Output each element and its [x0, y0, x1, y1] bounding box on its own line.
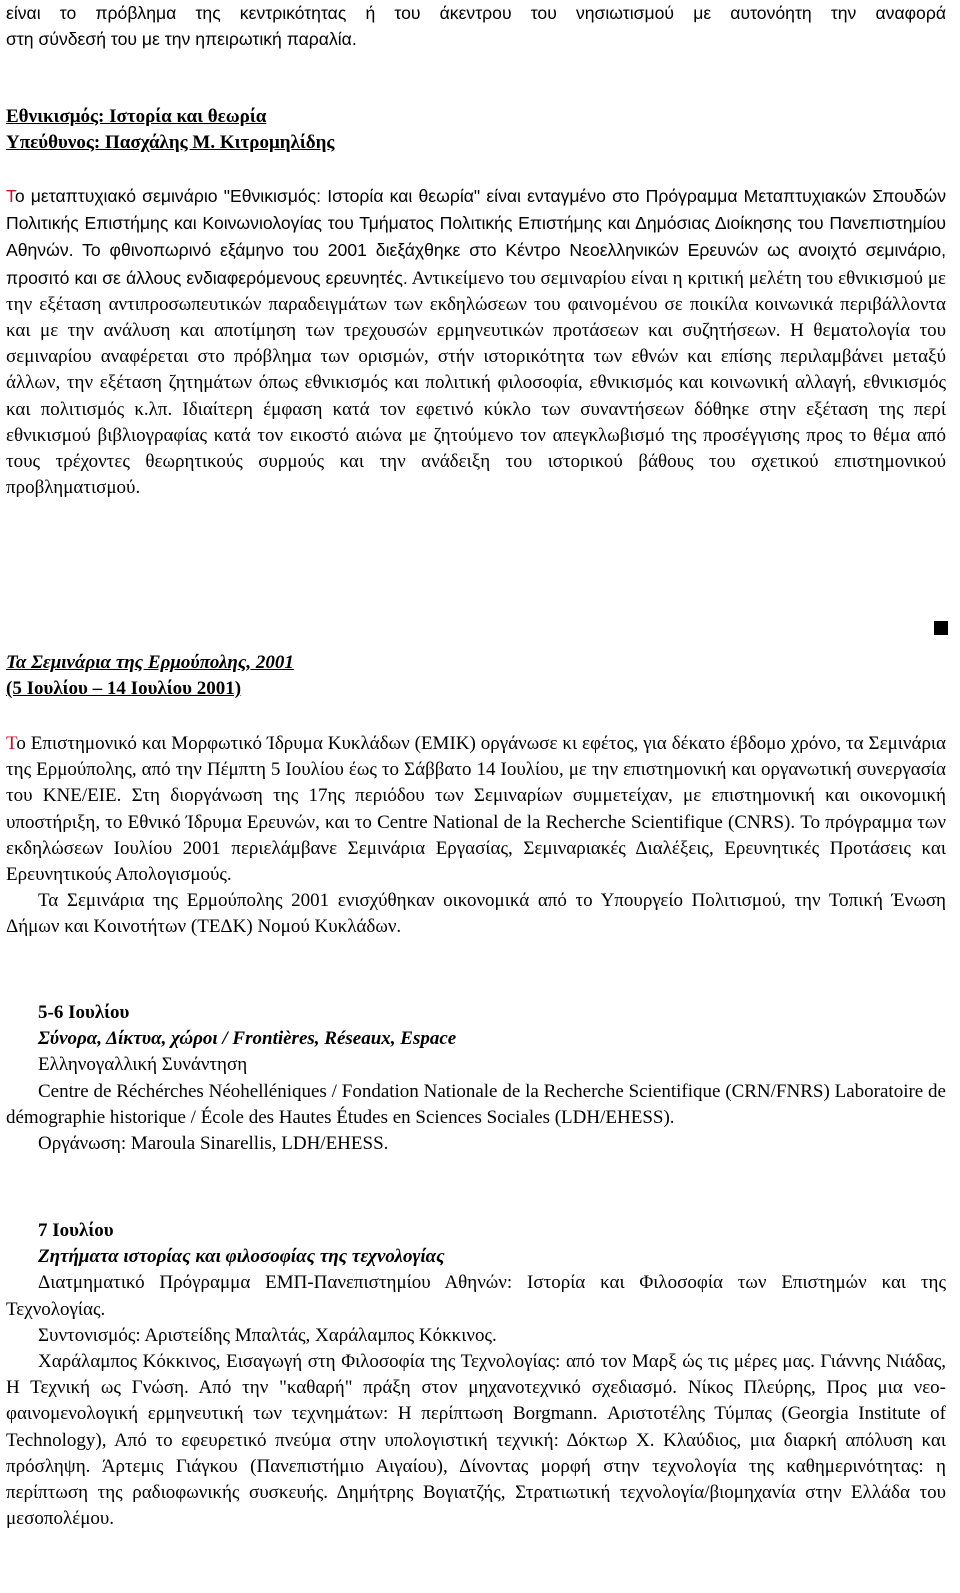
seminar-drop-letter: Τ — [6, 186, 15, 206]
day2-program: Διατμηματικό Πρόγραμμα ΕΜΠ-Πανεπιστημίου Αθηνών: Ιστορία και Φιλοσοφία των Επιστημών και της Τεχνολογίας. — [6, 1272, 946, 1320]
day1-organizer: Οργάνωση: Maroula Sinarellis, LDH/EHESS. — [38, 1133, 389, 1155]
hermoupolis-drop-letter: Τ — [6, 733, 17, 754]
hermoupolis-heading — [6, 650, 946, 702]
intro-continuation — [6, 0, 946, 52]
seminar-body — [6, 183, 946, 501]
intro-line-1: είναι το πρόβλημα της κεντρικότητας ή του άκεντρου του νησιωτισμού με αυτονόητη την αναφορά — [6, 3, 946, 23]
day2-date: 7 Ιουλίου — [38, 1220, 114, 1241]
seminar-heading — [6, 104, 946, 156]
day-5-6-july — [6, 1000, 946, 1157]
day1-title: Σύνορα, Δίκτυα, χώροι / Frontières, Réseaux, Espace — [38, 1028, 457, 1050]
day1-type: Ελληνογαλλική Συνάντηση — [38, 1054, 248, 1076]
hermoupolis-dates: (5 Ιουλίου – 14 Ιουλίου 2001) — [6, 678, 242, 700]
intro-line-2: στη σύνδεσή του με την ηπειρωτική παραλία. — [6, 29, 357, 50]
seminar-body-sans: ο μεταπτυχιακό σεμινάριο "Εθνικισμός: Ιστορία και θεωρία" είναι ενταγμένο στο Πρόγραμμα Μεταπτυχιακών Σπουδών Πολιτικής Επιστήμης και Κοινωνιολογίας του Τμήματος Πολιτικής Επιστήμης και Δημόσιας Διοίκησης του Πανεπιστημίου Αθηνών. Το φθινοπωρινό εξάμηνο του 2001 διεξάχθηκε στο Κέντρο Νεοελληνικών Ερευνών ως ανοιχτό σεμινάριο, προσιτό και σε άλλους ενδιαφερόμενους ερευνητές. — [6, 186, 946, 288]
day1-date: 5-6 Ιουλίου — [38, 1002, 130, 1023]
hermoupolis-p1-text: ο Επιστημονικό και Μορφωτικό Ίδρυμα Κυκλάδων (ΕΜΙΚ) οργάνωσε κι εφέτος, για δέκατο έβδομο χρόνο, τα Σεμινάρια της Ερμούπολης, από την Πέμπτη 5 Ιουλίου έως το Σάββατο 14 Ιουλίου, με την επιστημονική και οργανωτική συνεργασία του ΚΝΕ/ΕΙΕ. Στη διοργάνωση της 17ης περιόδου των Σεμιναρίων συμμετείχαν, με επιστημονική και οικονομική υποστήριξη, το Εθνικό Ίδρυμα Ερευνών, και το Centre National de la Recherche Scientifique (CNRS). Το πρόγραμμα των εκδηλώσεων Ιουλίου 2001 περιελάμβανε Σεμινάρια Εργασίας, Σεμιναριακές Διαλέξεις, Ερευνητικές Προτάσεις και Ερευνητικούς Απολογισμούς. — [6, 733, 946, 886]
day1-organizations: Centre de Réchérches Néohelléniques / Fondation Nationale de la Recherche Scientifique (CRN/FNRS) Laboratoire de démographie historique / École des Hautes Études en Sciences Sociales (LDH/EHESS). — [6, 1080, 946, 1128]
hermoupolis-paragraph-1 — [6, 731, 946, 888]
hermoupolis-title: Τα Σεμινάρια της Ερμούπολης, 2001 — [6, 652, 294, 673]
seminar-description — [6, 183, 946, 501]
day2-talks: Χαράλαμπος Κόκκινος, Εισαγωγή στη Φιλοσοφία της Τεχνολογίας: από τον Μαρξ ώς τις μέρες μας. Γιάννης Νιάδας, Η Τεχνική ως Γνώση. Από την "καθαρή" πράξη στον μηχανοτεχνικό σχεδιασμό. Νίκος Πλεύρης, Προς μια νεο-φαινομενολογική ερμηνευτική των τεχνημάτων: Η περίπτωση Borgmann. Αριστοτέλης Τύμπας (Georgia Institute of Technology), Από το εφευρετικό πνεύμα στην υπολογιστική τεχνική: Δόκτωρ Χ. Κλαύδιος, μια διαρκή απόλυση και πρόσληψη. Άρτεμις Γιάγκου (Πανεπιστήμιο Αιγαίου), Δίνοντας μορφή στην τεχνολογία της καθημερινότητας: η περίπτωση της ραδιοφωνικής συσκευής. Δημήτρης Βογιατζής, Στρατιωτική τεχνολογία/βιομηχανία στην Ελλάδα του μεσοπολέμου. — [6, 1351, 946, 1530]
hermoupolis-description — [6, 731, 946, 941]
seminar-title: Εθνικισμός: Ιστορία και θεωρία — [6, 106, 267, 127]
seminar-body-serif: Αντικείμενο του σεμιναρίου είναι η κριτική μελέτη του εθνικισμού με την εξέταση αντιπροσωπευτικών παραδειγμάτων των εκδηλώσεων του φαινομένου σε ποικίλα κοινωνικά περιβάλλοντα και με την ανάλυση και αποτίμηση των τρεχουσών ερμηνευτικών προτάσεων και συζητήσεων. Η θεματολογία του σεμιναρίου αναφέρεται στο πρόβλημα των ορισμών, στήν ιστορικότητα των εθνών και επίσης περιλαμβάνει μεταξύ άλλων, την εξέταση ζητημάτων όπως εθνικισμός και πολιτική φιλοσοφία, εθνικισμός και κοινωνική αλλαγή, εθνικισμός και πολιτισμός κ.λπ. Ιδιαίτερη έμφαση κατά τον εφετινό κύκλο των συναντήσεων δόθηκε στην εξέταση της περί εθνικισμού βιβλιογραφίας κατά τον εικοστό αιώνα με ζητούμενο τον απεγκλωβισμό της προσέγγισης προς το θέμα από τους τρέχοντες θεωρητικούς συρμούς και την ανάδειξη του ιστορικού βάθους του σχετικού επιστημονικού προβληματισμού. — [6, 267, 946, 499]
section-separator-square — [934, 621, 948, 635]
hermoupolis-paragraph-2: Τα Σεμινάρια της Ερμούπολης 2001 ενισχύθηκαν οικονομικά από το Υπουργείο Πολιτισμού, την Τοπική Ένωση Δήμων και Κοινοτήτων (ΤΕΔΚ) Νομού Κυκλάδων. — [6, 890, 946, 938]
day-7-july — [6, 1218, 946, 1532]
seminar-responsible: Υπεύθυνος: Πασχάλης Μ. Κιτρομηλίδης — [6, 132, 335, 154]
day2-coordination: Συντονισμός: Αριστείδης Μπαλτάς, Χαράλαμπος Κόκκινος. — [38, 1324, 497, 1346]
day2-title: Ζητήματα ιστορίας και φιλοσοφίας της τεχνολογίας — [38, 1246, 445, 1268]
